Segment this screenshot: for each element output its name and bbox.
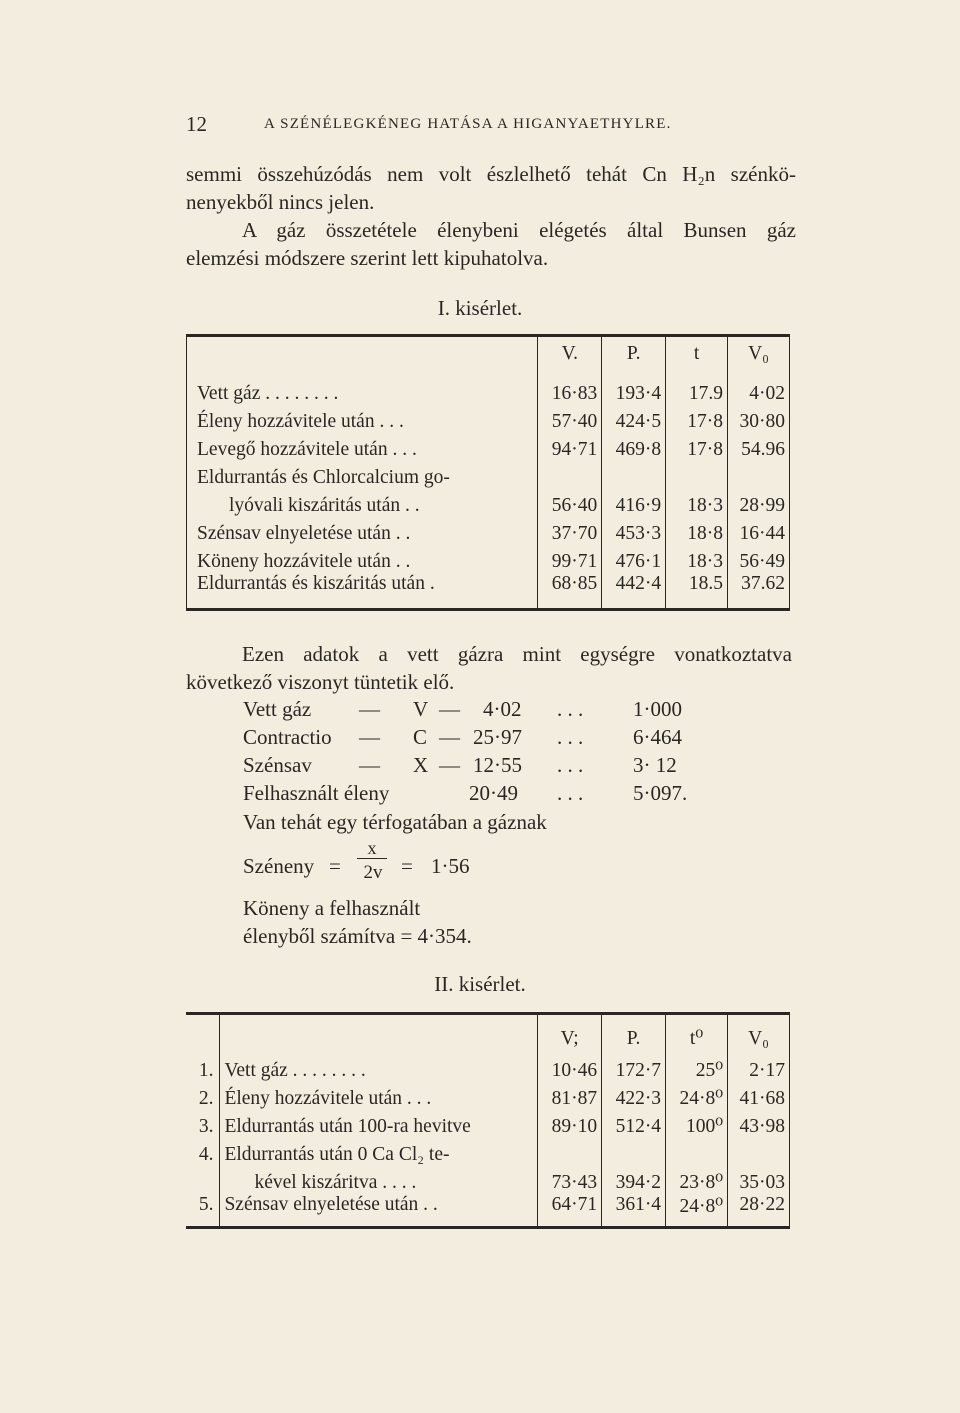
cell-p: 476·1 <box>602 545 666 573</box>
row-label: Vett gáz . . . . . . . . <box>220 1050 538 1082</box>
cell-p: 193·4 <box>602 365 666 405</box>
column-header: V. <box>538 336 602 366</box>
cell-v0: 4·02 <box>728 365 790 405</box>
ratio-dash: — <box>359 725 380 749</box>
middle-paragraph <box>186 640 792 696</box>
cell-v0: 16·44 <box>728 517 790 545</box>
cell-p: 469·8 <box>602 433 666 461</box>
cell-t: 18·3 <box>666 489 728 517</box>
cell-v: 99·71 <box>538 545 602 573</box>
cell-p: 416·9 <box>602 489 666 517</box>
koneny-paragraph <box>243 894 743 950</box>
cell-v: 16·83 <box>538 365 602 405</box>
table-row <box>187 461 790 489</box>
cell-v: 56·40 <box>538 489 602 517</box>
experiment1-table <box>186 334 790 611</box>
row-label: Eldurrantás és kiszáritás után . <box>187 573 538 609</box>
ratio-result: 5·097. <box>633 781 688 805</box>
cell-v: 68·85 <box>538 573 602 609</box>
table-row <box>187 405 790 433</box>
ratio-dash: — <box>439 725 460 749</box>
cell-p: 424·5 <box>602 405 666 433</box>
cell-v: 89·10 <box>538 1110 602 1138</box>
page-number: 12 <box>186 112 207 136</box>
cell-v: 64·71 <box>538 1194 602 1228</box>
row-number: 4. <box>198 1143 214 1165</box>
cell-v0: 28·99 <box>728 489 790 517</box>
szeneny-formula <box>243 838 543 894</box>
table-row <box>187 489 790 517</box>
cell-t: 25⁰ <box>666 1050 728 1082</box>
cell-v <box>538 461 602 489</box>
ratio-dots: . . . <box>557 697 584 721</box>
formula-equals: = <box>329 854 341 878</box>
cell-v0: 30·80 <box>728 405 790 433</box>
row-number: 3. <box>198 1115 214 1137</box>
ratio-result: 1·000 <box>633 697 682 721</box>
cell-v0 <box>728 1138 790 1166</box>
cell-v: 10·46 <box>538 1050 602 1082</box>
row-label: Levegő hozzávitele után . . . <box>187 433 538 461</box>
table-row <box>187 545 790 573</box>
cell-p <box>602 1138 666 1166</box>
cell-p: 442·4 <box>602 573 666 609</box>
running-title: A SZÉNÉLEGKÉNEG HATÁSA A HIGANYAETHYLRE. <box>264 116 672 132</box>
ratio-dash: — <box>359 697 380 721</box>
table-row <box>186 1194 790 1228</box>
cell-p: 512·4 <box>602 1110 666 1138</box>
row-number <box>186 1166 220 1194</box>
ratio-dash: — <box>439 753 460 777</box>
text-line: élenyből számítva = 4·354. <box>243 924 472 948</box>
text-line: nenyekből nincs jelen. <box>186 190 375 214</box>
row-number: 2. <box>198 1087 214 1109</box>
table-row <box>186 1110 790 1138</box>
cell-t <box>666 461 728 489</box>
table-header-row <box>186 1014 790 1050</box>
cell-v0: 41·68 <box>728 1082 790 1110</box>
column-header: V; <box>538 1014 602 1050</box>
row-label: Köneny hozzávitele után . . <box>187 545 538 573</box>
experiment2-table <box>186 1012 790 1229</box>
cell-v0: 35·03 <box>728 1166 790 1194</box>
cell-t: 17·8 <box>666 405 728 433</box>
ratio-value: 20·49 <box>469 781 518 805</box>
column-header: P. <box>602 1014 666 1050</box>
cell-t: 23·8⁰ <box>666 1166 728 1194</box>
ratio-result: 3· 12 <box>633 753 677 777</box>
volume-line: Van tehát egy térfogatában a gáznak <box>243 810 547 834</box>
table-row <box>186 1166 790 1194</box>
experiment2-caption: II. kisérlet. <box>434 972 526 996</box>
cell-v0: 37.62 <box>728 573 790 609</box>
cell-t <box>666 1138 728 1166</box>
experiment1-caption: I. kisérlet. <box>437 296 523 320</box>
row-label: kével kiszáritva . . . . <box>220 1166 538 1194</box>
formula-equals: = <box>401 854 413 878</box>
intro-paragraph <box>186 160 796 272</box>
row-label: Eldurrantás után 0 Ca Cl₂ te- <box>220 1138 538 1166</box>
ratio-value: 25·97 <box>473 725 522 749</box>
cell-v: 57·40 <box>538 405 602 433</box>
row-label: Eldurrantás és Chlorcalcium go- <box>187 461 538 489</box>
cell-p: 394·2 <box>602 1166 666 1194</box>
table-row <box>186 1138 790 1166</box>
row-label: Szénsav elnyeletése után . . <box>220 1194 538 1228</box>
cell-v0: 54.96 <box>728 433 790 461</box>
column-header: V₀ <box>728 1014 790 1050</box>
text-line: A gáz összetétele élenybeni elégetés által Bunsen gáz <box>242 218 796 242</box>
cell-p <box>602 461 666 489</box>
cell-v: 81·87 <box>538 1082 602 1110</box>
row-label: lyóvali kiszáritás után . . <box>187 489 538 517</box>
text-line: következő viszonyt tüntetik elő. <box>186 670 455 694</box>
ratio-result: 6·464 <box>633 725 682 749</box>
table-row <box>187 517 790 545</box>
ratio-value: 12·55 <box>473 753 522 777</box>
ratio-dash: — <box>439 697 460 721</box>
column-header: t⁰ <box>666 1014 728 1050</box>
ratio-dots: . . . <box>557 781 584 805</box>
column-header: P. <box>602 336 666 366</box>
text-line: Köneny a felhasznált <box>243 896 421 920</box>
table-row <box>187 573 790 609</box>
row-number: 1. <box>198 1059 214 1081</box>
cell-v: 73·43 <box>538 1166 602 1194</box>
cell-t: 18·3 <box>666 545 728 573</box>
ratio-dots: . . . <box>557 725 584 749</box>
cell-v <box>538 1138 602 1166</box>
cell-p: 453·3 <box>602 517 666 545</box>
column-header: t <box>666 336 728 366</box>
table-row <box>186 1082 790 1110</box>
cell-t: 17·8 <box>666 433 728 461</box>
fraction-numerator: x <box>357 838 387 859</box>
cell-p: 361·4 <box>602 1194 666 1228</box>
table-header-row <box>187 336 790 366</box>
formula-value: 1·56 <box>431 854 470 878</box>
cell-v0: 28·22 <box>728 1194 790 1228</box>
cell-v: 94·71 <box>538 433 602 461</box>
cell-t: 24·8⁰ <box>666 1082 728 1110</box>
table-row <box>187 365 790 405</box>
cell-t: 100⁰ <box>666 1110 728 1138</box>
formula-label: Széneny <box>243 854 315 878</box>
ratio-name: Vett gáz <box>243 697 312 721</box>
column-header: V₀ <box>728 336 790 366</box>
text-line: semmi összehúzódás nem volt észlelhető tehát Cn H₂n szénkö- <box>186 162 796 186</box>
cell-v0 <box>728 461 790 489</box>
row-label: Vett gáz . . . . . . . . <box>187 365 538 405</box>
ratio-value: 4·02 <box>483 697 522 721</box>
ratio-dots: . . . <box>557 753 584 777</box>
ratio-name: Contractio <box>243 725 332 749</box>
cell-p: 422·3 <box>602 1082 666 1110</box>
ratio-dash: — <box>359 753 380 777</box>
text-line: Ezen adatok a vett gázra mint egységre vonatkoztatva <box>242 642 792 666</box>
fraction-denominator: 2v <box>363 862 383 883</box>
ratio-symbol: V <box>413 697 429 721</box>
ratio-symbol: C <box>413 725 428 749</box>
row-label: Eldurrantás után 100-ra hevitve <box>220 1110 538 1138</box>
cell-v0: 56·49 <box>728 545 790 573</box>
cell-t: 18·8 <box>666 517 728 545</box>
cell-p: 172·7 <box>602 1050 666 1082</box>
cell-v0: 2·17 <box>728 1050 790 1082</box>
cell-v: 37·70 <box>538 517 602 545</box>
text-line: elemzési módszere szerint lett kipuhatolva. <box>186 246 549 270</box>
row-number: 5. <box>186 1194 220 1228</box>
cell-t: 17.9 <box>666 365 728 405</box>
ratio-name: Felhasznált éleny <box>243 781 390 805</box>
row-label: Éleny hozzávitele után . . . <box>220 1082 538 1110</box>
table-row <box>187 433 790 461</box>
ratio-symbol: X <box>413 753 429 777</box>
cell-v0: 43·98 <box>728 1110 790 1138</box>
row-label: Szénsav elnyeletése után . . <box>187 517 538 545</box>
ratio-name: Szénsav <box>243 753 312 777</box>
row-label: Éleny hozzávitele után . . . <box>187 405 538 433</box>
table-row <box>186 1050 790 1082</box>
cell-t: 24·8⁰ <box>666 1194 728 1228</box>
cell-t: 18.5 <box>666 573 728 609</box>
